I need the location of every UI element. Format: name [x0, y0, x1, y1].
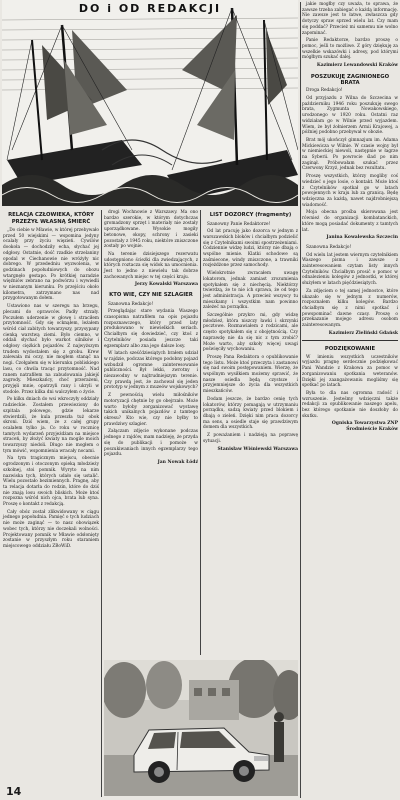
paragraph: Z poważaniem i nadzieją na poprawę sytuacji.: [203, 433, 298, 444]
salutation: Szanowna Redakcjo!: [306, 244, 352, 250]
paragraph: Załączam zdjęcie wykonane podczas jednego z rajdów, mam nadzieję, że przyda się do publikacji i pomoże w poszukiwaniach innych egzemplarzy tego pojazdu.: [104, 429, 198, 458]
paragraph: Od lat pracuję jako dozorca w jednym z warszawskich bloków i chciałbym podzielić się z Czytelnikami swoimi spostrzeżeniami. Codziennie widzę ludzi, którzy nie dbają o wspólne mienie. Klatki schodowe są zaśmiecone, windy zniszczone, a trawniki rozjeżdżone przez samochody.: [203, 229, 298, 269]
paragraph: Brat mój ukończył gimnazjum im. Adama Mickiewicza w Wilnie. W czasie wojny był w niemieckiej niewoli, następnie w łagrze na Syberii. Po powrocie ślad po nim zaginął. Próbowałam szukać przez Czerwony Krzyż, jednak bez rezultatu.: [302, 137, 398, 172]
paragraph: Za zdjęciem o tej samej jednostce, które ukazało się w jednym z numerów, rozpoznałem kilku kolegów. Bardzo chciałbym się z nimi spotkać i powspominać dawne czasy. Proszę o przekazanie mojego adresu osobom zainteresowanym.: [302, 288, 398, 329]
paragraph: Cały obóz został zlikwidowany w ciągu jednego popołudnia. Pamięć o tych ludziach nie może zaginąć — to nasz obowiązek wobec tych, którzy nie doczekali wolności. Projektowany pomnik w Mławie odsłonięty zostanie w przyszłym roku staraniem miejscowego oddziału ZBoWiD.: [3, 509, 99, 549]
signature: Stanisław Wiśniewski Warszawa: [217, 446, 298, 452]
signature: Kazimierz Zieliński Gdańsk: [328, 330, 398, 336]
paragraph: Na terenie dzisiejszego rezerwatu udostępniono ścieżki dla zwiedzających, z których roztacza się widok na umocnienia. Jest to jedno z niewielu tak dobrze zachowanych miejsc w tej części kraju.: [104, 251, 198, 280]
paragraph: Szczególnie przykro mi, gdy widzę młodzież, która niszczy ławki i skrzynki pocztowe. Rozmawiałem z rodzicami, ale często spotykałem się z obojętnością. Czy naprawdę nie da się nic z tym zrobić? Może warto, aby szkoły więcej uwagi poświęciły wychowaniu.: [203, 313, 298, 353]
car-photo-image: [104, 660, 298, 796]
article-title: RELACJA CZŁOWIEKA, KTÓRY PRZEŻYŁ WŁASNĄ ŚMIERĆ: [8, 212, 94, 225]
paragraph: Panie Redaktorze, bardzo proszę o pomoc, jeśli to możliwe. Z góry dziękuję za wszelkie wskazówki i adresy, pod którymi mógłbym szukać dalej.: [302, 38, 398, 61]
article-title: KTO WIE, CZY NIE SZLAGIER: [109, 292, 193, 299]
paragraph: Z pewnością wielu miłośników motoryzacji chętnie by go obejrzało. Może warto byłoby zorganizować wystawę takich unikalnych pojazdów z tamtego okresu? Kto wie, czy nie byłby to prawdziwy szlagier.: [104, 393, 198, 427]
paragraph: W imieniu wszystkich uczestników wyjazdu pragnę serdecznie podziękować Pani Wandzie z Krakowa za pomoc w zorganizowaniu spotkania weteranów. Dzięki jej zaangażowaniu mogliśmy się spotkać po latach.: [302, 354, 398, 389]
paragraph: Przeglądając stare wydania Waszego czasopisma natrafiłem na opis pojazdu rozpoznawczego, który przed laty produkowano w niewielkich seriach. Chciałbym się dowiedzieć, czy ktoś z Czytelników posiada jeszcze taki egzemplarz albo zna jego dalsze losy.: [104, 309, 198, 349]
column-kto-wie: [104, 210, 198, 655]
paragraph: Proszę Pana Redaktora o opublikowanie tego listu. Może ktoś przeczyta i zastanowi się nad swoim postępowaniem. Wierzę, że wspólnym wysiłkiem możemy sprawić, że nasze osiedla będą czystsze i przyjemniejsze do życia dla wszystkich mieszkańców.: [203, 354, 298, 395]
column-relacja: [3, 210, 99, 797]
paragraph: Od przyjazdu z Wilna do Szczecina w październiku 1946 roku poszukuję swego brata, Zygmunta Nowakowskiego, urodzonego w 1920 roku. Ostatni raz widziałam go w Wilnie przed wyjazdem. Wiem, że był żołnierzem Armii Krajowej, a później podobno przebywał w obozie.: [302, 96, 398, 136]
right-column: [302, 2, 398, 798]
signature: Ogniska Towarzystwa ZNP Środmieście Kraków: [331, 421, 398, 433]
paragraph: jakie mogłby czy uważa, to sprawa, że zawsze trzeba zabiegać o każdą informację. Nie zawsze jest to łatwe, zwłaszcza gdy dotyczy spraw sprzed wielu lat. Czy mam się poddać? Przecież mi samemu nie wolno zapominać.: [302, 2, 398, 36]
salutation: Szanowny Panie Redaktorze!: [207, 221, 271, 227]
ships-illustration: [2, 0, 298, 206]
signature: Kazimierz Lewandowski Kraków: [316, 63, 398, 69]
section-title: DO i OD REDAKCJI: [78, 2, 222, 15]
article-title: LIST DOZORCY (fragmenty): [209, 212, 292, 218]
car-photo: [104, 660, 298, 796]
divider: [302, 340, 398, 341]
column-divider: [200, 210, 201, 655]
header-illustration: [2, 0, 298, 206]
paragraph: „Do ciebie w Mławie, w której przebywało przed 50 wiejskimi — wspomina jedyny ocalały przy życiu więzień. Cywilów dookoła — dochodziły echa, słychać jej odgłosy. Ostatnie, dość rzadkie strzelaniny opodal w Ciechanowie nie wróżyły nic dobrego. W przededniu wyzwolenia, w godzinach popołudniowych do obozu wtargnęło gestapo. Po krótkiej naradzie więźniów zebrano na podwórzu i wywiedli w nieznanym kierunku. Po przejściu około kilometra, zatrzymano nas nad przygotowanym dołem.: [3, 228, 99, 302]
column-divider: [101, 210, 102, 797]
paragraph: Wielokrotnie zwracałem uwagę lokatorom, jednak zamiast zrozumienia spotykałem się z niechęcią. Niektórzy twierdzą, że to nie ich sprawa, że od tego jest administracja. A przecież wszyscy tu mieszkamy i wszystkim nam powinno zależeć na porządku.: [203, 271, 298, 311]
paragraph: Była to dla nas ogromna radość i wzruszenie. Jesteśmy wdzięczni także redakcji za opublikowanie naszego apelu, bez którego spotkanie nie doszłoby do skutku.: [302, 390, 398, 419]
paragraph: Po kilku dniach do wsi wkroczyły oddziały radzieckie. Zostałem przewieziony do szpitala polowego, gdzie lekarze stwierdzili, że kula przeszła tuż obok skroni. Dziś wiem, że z całej grupy ocalałem tylko ja. Co roku w rocznicę tamtych wydarzeń przyjeżdżam na miejsce straceń, by złożyć kwiaty na mogile moich towarzyszy niedoli. Długo nie mogłem o tym mówić, wspomnienia wracały nocami.: [3, 397, 99, 454]
paragraph: Dodam jeszcze, że bardzo cenię tych lokatorów, którzy pomagają w utrzymaniu porządku, sadzą kwiaty przed blokiem i dbają o zieleń. Dzięki nim praca dozorcy ma sens, a osiedle staje się prawdziwym domem dla wszystkich.: [203, 396, 298, 431]
salutation: Droga Redakcjo!: [306, 88, 343, 94]
paragraph: drogi Wochnowie z Warszawy. Ma ono bardzo szerokie, w którym dotychczas gromadzony sprzęt i materiały nie zostały uporządkowane. Wysokie mogiły betonowe, okopy, schrony i zasieki pozostały z 1945 roku, niektóre zniszczone zostały po wojnie.: [104, 210, 198, 250]
paragraph: Ustawiono nas w szeregu na brzegu, plecami do oprawców. Padły strzały. Poczułem uderzenie w głowę i straciłem przytomność. Gdy się ocknąłem, leżałem wśród ciał zabitych towarzyszy, przysypany cienką warstwą ziemi. Było ciemno, w oddali słychać było warkot silników i odgłosy ciężkich pojazdów. Z najwyższym trudem wydostałem się z grobu. Krew zalewała mi oczy, nie mogłem stanąć na nogi. Czołgałem się w kierunku pobliskiego lasu, co chwila tracąc przytomność. Nad ranem natrafiłem na zabudowania jakiejś zagrody. Mieszkańcy, choć przerażeni, przyjęli mnie, opatrzyli rany i ukryli w stodole. Przez kilka dni walczyłem o życie.: [3, 304, 99, 395]
article-title: POSZUKUJĘ ZAGINIONEGO BRATA: [310, 73, 390, 87]
signature: Jan Nowak Łódź: [157, 459, 198, 465]
article-title: PODZIĘKOWANIE: [324, 346, 376, 353]
signature: Jerzy Kowalski Warszawa: [134, 282, 198, 288]
paragraph: Moja obecna prośba skierowana jest również do organizacji kombatanckich, które mogą posiadać dokumenty z tamtych lat.: [302, 210, 398, 233]
paragraph: Proszę wszystkich, którzy mogliby coś wiedzieć o jego losie, o kontakt. Może ktoś z Czytelników spotkał go w latach powojennych w kraju lub za granicą. Będę wdzięczna za każdą, nawet najdrobniejszą wiadomość.: [302, 174, 398, 208]
column-list-dozorcy: [203, 210, 298, 655]
signature: Janina Kowalewska Szczecin: [326, 235, 398, 241]
column-divider: [300, 2, 301, 798]
paragraph: W latach sześćdziesiątych brałem udział w rajdzie, podczas którego podobny pojazd wzbudził ogromne zainteresowanie publiczności. Był lekki, zwrotny i niezawodny w najtrudniejszym terenie. Czy prawdą jest, że zachował się jeden prototyp w jednym z muzeów wojskowych?: [104, 351, 198, 391]
paragraph: Na tym tragicznym miejscu, obecnie ogrodzonym i otoczonym opieką młodzieży szkolnej, stoi pomnik. Wyryto na nim nazwiska tych, których udało się ustalić. Wielu pozostało bezimiennych. Pragnę, aby ta relacja dotarła do rodzin, które do dziś nie znają losu swoich bliskich. Może ktoś rozpozna wśród nich ojca, brata lub syna. Proszę o kontakt z redakcją.: [3, 456, 99, 508]
paragraph: Od wielu lat jestem wiernym czytelnikiem Waszego pisma i zawsze z zainteresowaniem czytam listy innych Czytelników. Chciałbym prosić o pomoc w odnalezieniu kolegów z jednostki, w której służyłem w latach pięćdziesiątych.: [302, 252, 398, 287]
page-number: 14: [6, 785, 22, 798]
salutation: Szanowna Redakcjo!: [108, 301, 154, 307]
